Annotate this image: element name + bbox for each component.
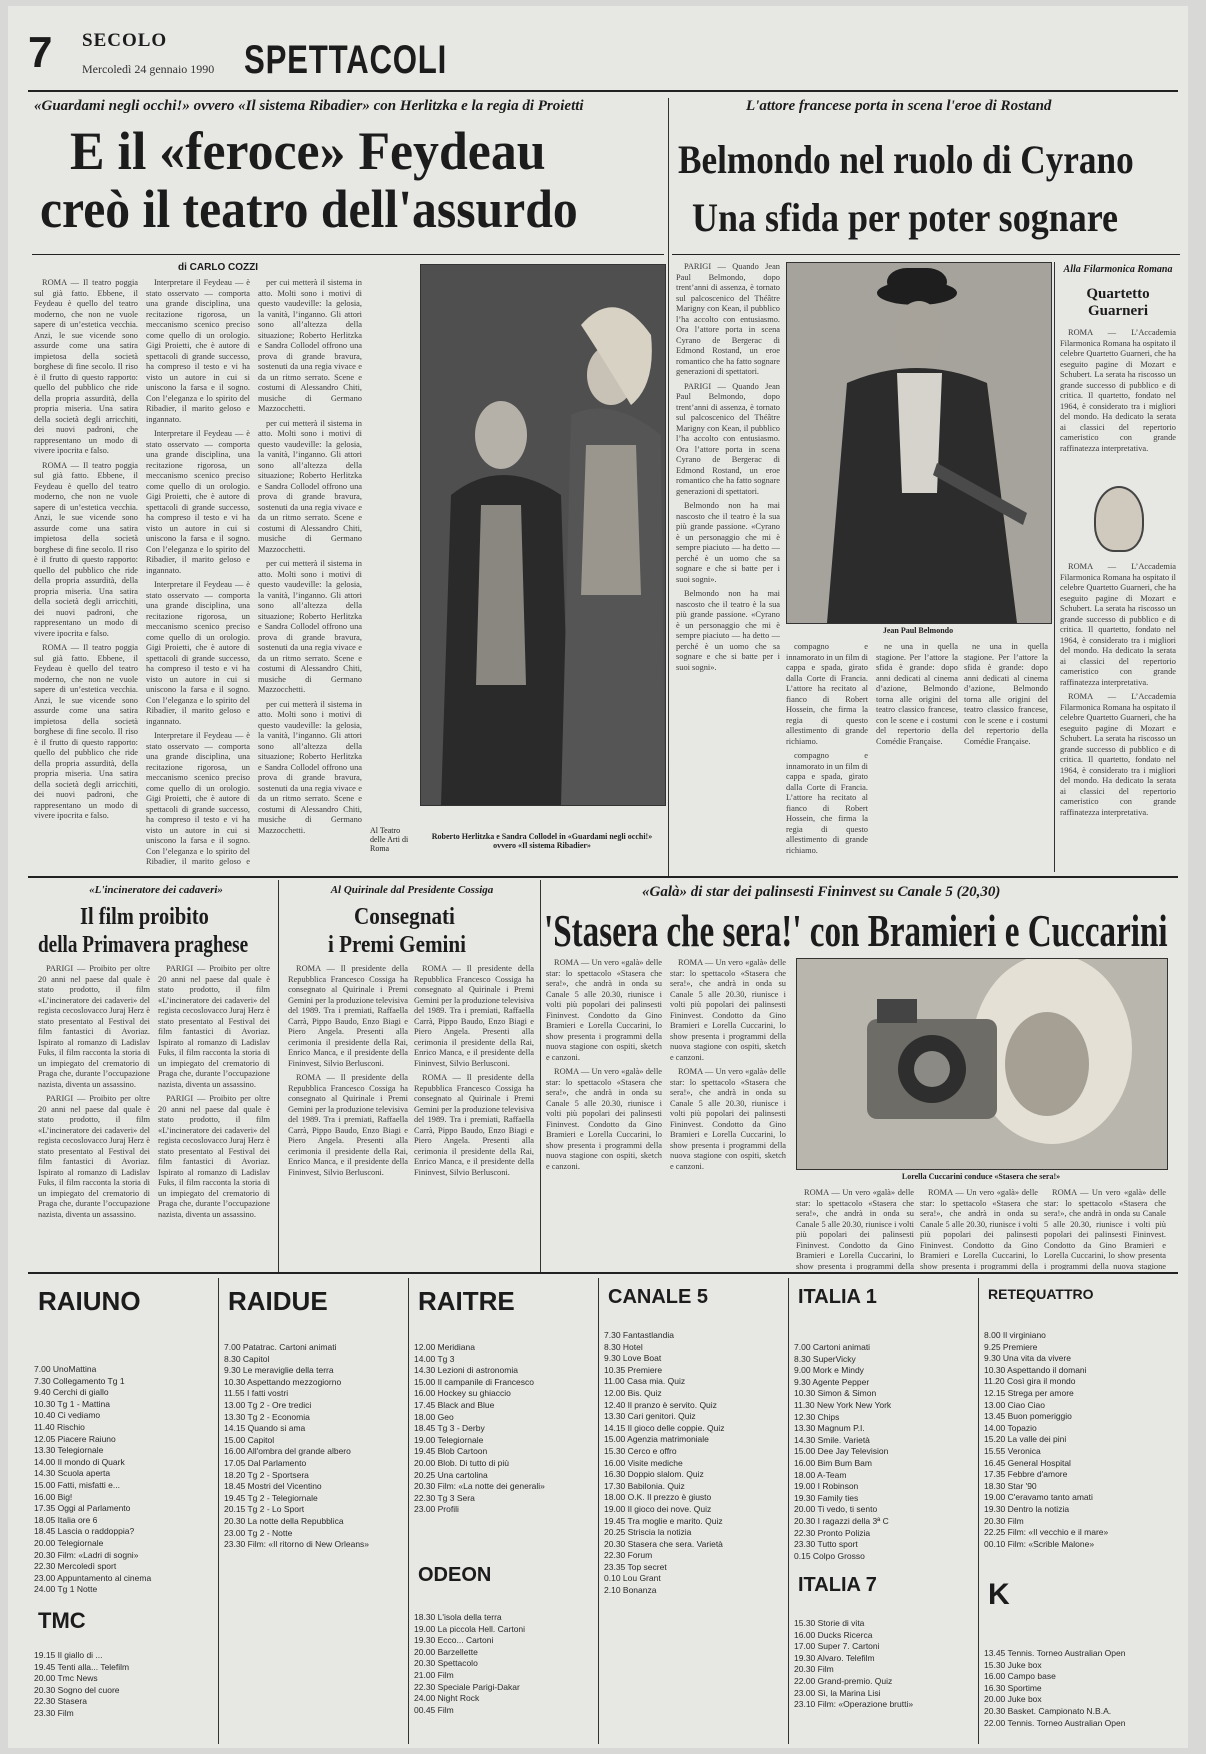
program: 20.30 Sogno del cuore — [34, 1684, 120, 1695]
program: 14.15 Il gioco delle coppie. Quiz — [604, 1422, 725, 1433]
belmondo-column-3 — [786, 642, 868, 872]
program: 7.30 Fantastlandia — [604, 1330, 674, 1340]
quartetto-kicker: Alla Filarmonica Romana — [1063, 264, 1173, 275]
belmondo-col3-text-b: compagno e innamorato in un film di cappa e spada, girato dalla Corte di Francia. L’attore ha recitato al fianco di Robert Hossein, che firma la regia di questo allestimento di grande richiamo. — [786, 751, 868, 855]
quartetto-text-2 — [1060, 562, 1176, 868]
program: 22.30 Forum — [604, 1550, 653, 1561]
film-column-2 — [158, 964, 270, 1270]
program: 16.00 All'ombra del grande albero — [224, 1446, 351, 1457]
program: 18.00 Geo — [414, 1411, 454, 1422]
program: 18.00 O.K. Il prezzo è giusto — [604, 1492, 712, 1503]
program: 17.45 Black and Blue — [414, 1399, 495, 1410]
italia1-logo: ITALIA 1 — [798, 1286, 877, 1308]
program: 16.00 Hockey su ghiaccio — [414, 1388, 511, 1399]
program: 20.30 Film — [794, 1664, 834, 1675]
program: 17.05 Dal Parlamento — [224, 1457, 307, 1468]
program: 9.30 Una vita da vivere — [984, 1353, 1071, 1364]
belmondo-column-4 — [876, 642, 958, 872]
program: 18.00 A-Team — [794, 1469, 847, 1480]
tv-divider — [598, 1278, 599, 1744]
column-divider-3 — [540, 880, 541, 1272]
tv-italia1 — [794, 1278, 974, 1748]
program: 19.00 I Robinson — [794, 1481, 859, 1492]
italia1-schedule — [794, 1342, 970, 1562]
program: 11.55 I fatti vostri — [224, 1388, 289, 1399]
program: 14.00 Il mondo di Quark — [34, 1456, 125, 1467]
tv-divider — [218, 1278, 219, 1744]
quartetto-paragraph-b: ROMA — L’Accademia Filarmonica Romana ha ospitato il celebre Quartetto Guarneri, che ha eseguito pagine di Mozart e Schubert. La serata ha riscosso un grande successo di pubblico e di critica. Il quartetto, fondato nel 1964, è considerato tra i migliori del mondo. Ha dedicato la serata ai classici del repertorio cameristico con grande raffinatezza interpretativa. — [1060, 562, 1176, 687]
belmondo-kicker: L'attore francese porta in scena l'eroe di Rostand — [746, 98, 1052, 114]
film-headline-1: Il film proibito — [80, 904, 209, 930]
program: 22.00 Tennis. Torneo Australian Open — [984, 1717, 1126, 1728]
program: 14.00 Tg 3 — [414, 1353, 455, 1364]
program: 20.30 I ragazzi della 3ª C — [794, 1515, 889, 1526]
tv-rule — [28, 1272, 1178, 1274]
feydeau-photo-note: Al Teatro delle Arti di Roma — [370, 826, 409, 853]
belmondo-col4-text: ne una in quella stagione. Per l’attore la sfida è grande: dopo anni dedicati al cinema d’azione, Belmondo torna alle origini del teatro classico francese, con le scene e i costumi del repertorio della Comédie Française. — [876, 642, 958, 746]
program: 24.00 Night Rock — [414, 1693, 480, 1704]
program: 20.30 Film — [984, 1515, 1024, 1526]
program: 23.00 Sì, la Marina Lisi — [794, 1687, 881, 1698]
paper-logo: SECOLO — [82, 30, 168, 51]
program: 10.30 Aspettando mezzogiorno — [224, 1376, 342, 1387]
mask-illustration — [1094, 486, 1144, 552]
program: 18.45 Lascia o raddoppia? — [34, 1526, 135, 1537]
canale5-logo: CANALE 5 — [608, 1286, 709, 1308]
program: 9.00 Mork e Mindy — [794, 1365, 864, 1376]
program: 12.40 Il pranzo è servito. Quiz — [604, 1399, 717, 1410]
program: 16.30 Sportime — [984, 1682, 1042, 1693]
program: 20.30 Film: «Ladri di sogni» — [34, 1549, 139, 1560]
program: 10.30 Tg 1 - Mattina — [34, 1398, 110, 1409]
program: 19.30 Dentro la notizia — [984, 1503, 1070, 1514]
program: 11.00 Casa mia. Quiz — [604, 1376, 686, 1387]
program: 20.30 Spettacolo — [414, 1658, 478, 1669]
program: 20.00 Blob. Di tutto di più — [414, 1457, 509, 1468]
program: 14.30 Scuola aperta — [34, 1468, 111, 1479]
program: 19.45 Tenti alla... Telefilm — [34, 1661, 130, 1672]
feydeau-col2-text: Interpretare il Feydeau — è stato osservato — comporta una grande disciplina, una recitazione rigorosa, un meccanismo scenico preciso come quello di un orologio. Gigi Proietti, che è autore di spettacoli di grande successo, ha compreso il testo e vi ha visto un autore in cui si uniscono la farsa e il sogno. Con l’eleganza e lo spirito del Ribadier, il marito geloso e ingannato. — [146, 278, 250, 424]
raitre-logo: RAITRE — [418, 1286, 515, 1316]
program: 12.00 Bis. Quiz — [604, 1387, 662, 1398]
program: 24.00 Tg 1 Notte — [34, 1584, 98, 1595]
tv-raidue — [224, 1278, 404, 1748]
program: 17.00 Super 7. Cartoni — [794, 1641, 880, 1652]
program: 23.30 Film — [34, 1707, 74, 1718]
odeon-schedule — [414, 1612, 590, 1716]
program: 11.30 New York New York — [794, 1399, 892, 1410]
program: 15.30 Cerco e offro — [604, 1445, 677, 1456]
program: 22.30 Stasera — [34, 1696, 87, 1707]
program: 16.00 Ducks Ricerca — [794, 1629, 873, 1640]
program: 9.40 Cerchi di giallo — [34, 1387, 109, 1398]
program: 19.30 Family ties — [794, 1492, 859, 1503]
program: 18.30 L'isola della terra — [414, 1612, 502, 1622]
program: 20.00 Barzellette — [414, 1646, 478, 1657]
program: 22.30 Tg 3 Sera — [414, 1492, 475, 1503]
stasera-column-1 — [546, 958, 662, 1270]
program: 19.00 Il gioco dei nove. Quiz — [604, 1503, 712, 1514]
program: 13.30 Telegiornale — [34, 1445, 104, 1456]
program: 13.30 Magnum P.I. — [794, 1423, 865, 1434]
program: 22.30 Speciale Parigi-Dakar — [414, 1681, 520, 1692]
quartetto-text-1 — [1060, 328, 1176, 478]
program: 20.30 La notte della Repubblica — [224, 1515, 344, 1526]
masthead-rule — [28, 90, 1178, 92]
stasera-text-e: ROMA — Un vero «galà» delle star: lo spettacolo «Stasera che sera!», che andrà in onda su Canale 5 alle 20.30, riunisce i volti più popolari dei palinsesti Fininvest. Condotto da Gino Bramieri e Lorella Cuccarini, lo show presenta i programmi della — [796, 1188, 914, 1270]
program: 17.35 Febbre d'amore — [984, 1469, 1068, 1480]
feydeau-column-2 — [146, 278, 250, 868]
belmondo-col1-text-c: Belmondo non ha mai nascosto che il teatro è la sua più grande passione. «Cyrano è un personaggio che mi è sempre piaciuto — ha detto — perché è un uomo che sa sognare e che si batte per i suoi sogni». — [676, 501, 780, 584]
program: 14.30 Smile. Varietà — [794, 1434, 870, 1445]
program: 17.30 Babilonia. Quiz — [604, 1480, 685, 1491]
tv-retequattro — [984, 1278, 1180, 1748]
gemini-column-2 — [414, 964, 534, 1270]
program: 15.00 Fatti, misfatti e... — [34, 1479, 120, 1490]
belmondo-col1-text-b: PARIGI — Quando Jean Paul Belmondo, dopo trent’anni di assenza, è tornato sul palcoscenico del Théâtre Marigny con Kean, il pubblico l’ha accolto con entusiasmo. Ora l’attore porta in scena Cyrano de Bergerac di Edmond Rostand, un eroe romantico che ha fatto sognare generazioni di spettatori. — [676, 381, 780, 496]
program: 23.30 Tutto sport — [794, 1539, 858, 1550]
program: 20.00 Tmc News — [34, 1673, 98, 1684]
program: 19.00 Telegiornale — [414, 1434, 484, 1445]
tv-raitre — [414, 1278, 594, 1748]
program: 11.40 Rischio — [34, 1421, 85, 1432]
raitre-schedule — [414, 1342, 590, 1516]
program: 13.45 Buon pomeriggio — [984, 1411, 1072, 1422]
feydeau-col1-text-c: ROMA — Il teatro poggia sul già fatto. Ebbene, il Feydeau è quello del teatro moderno, che non ne vuole sapere di un’estetica vecchia. Anzi, le sue vicende sono assurde come una satira impietosa della società borghese di fine secolo. Il riso è il frutto di questo rapporto: quello del pubblico che ride della propria assurdità, della propria miseria. Una satira della società degli arricchiti, dei nuovi padroni, che rappresentano un modo di vivere ipocrita e falso. — [34, 643, 138, 820]
gemini-text: ROMA — Il presidente della Repubblica Francesco Cossiga ha consegnato al Quirinale i Premi Gemini per la produzione televisiva del 1989. Tra i premiati, Raffaella Carrà, Pippo Baudo, Enzo Biagi e Piero Angela. Presenti alla cerimonia il presidente della Rai, Enrico Manca, e il presidente della Fininvest, Silvio Berlusconi. — [288, 964, 408, 1068]
retequattro-logo: RETEQUATTRO — [988, 1286, 1094, 1302]
program: 17.35 Oggi al Parlamento — [34, 1503, 131, 1514]
program: 20.00 Telegiornale — [34, 1537, 104, 1548]
program: 20.15 Tg 2 - Lo Sport — [224, 1504, 305, 1515]
program: 11.20 Così gira il mondo — [984, 1376, 1076, 1387]
raiuno-schedule — [34, 1364, 210, 1596]
program: 18.45 Tg 3 - Derby — [414, 1423, 485, 1434]
stasera-column-2 — [670, 958, 786, 1270]
program: 7.00 UnoMattina — [34, 1364, 97, 1374]
program: 8.30 Capitol — [224, 1353, 270, 1364]
page-number: 7 — [28, 28, 53, 77]
program: 8.00 Il virginiano — [984, 1330, 1046, 1340]
program: 16.00 Big! — [34, 1491, 73, 1502]
program: 14.15 Quando si ama — [224, 1423, 306, 1434]
gemini-kicker: Al Quirinale dal Presidente Cossiga — [330, 884, 494, 896]
program: 19.30 Ecco... Cartoni — [414, 1635, 494, 1646]
gemini-column-1 — [288, 964, 408, 1270]
film-column-1 — [38, 964, 150, 1270]
tmc-schedule — [34, 1650, 210, 1720]
program: 23.10 Film: «Operazione brutti» — [794, 1699, 914, 1710]
feydeau-kicker: «Guardami negli occhi!» ovvero «Il sistema Ribadier» con Herlitzka e la regia di Proietti — [34, 98, 584, 114]
tv-divider — [978, 1278, 979, 1744]
stasera-text-d: ROMA — Un vero «galà» delle star: lo spettacolo «Stasera che sera!», che andrà in onda su Canale 5 alle 20.30, riunisce i volti più popolari dei palinsesti Fininvest. Condotto da Gino Bramieri e Lorella Cuccarini, lo show presenta i programmi della nuova stagione con ospiti, sketch e canzoni. — [670, 1067, 786, 1171]
program: 00.10 Film: «Scrible Malone» — [984, 1538, 1095, 1549]
program: 16.00 Visite mediche — [604, 1457, 683, 1468]
belmondo-photo-caption: Jean Paul Belmondo — [882, 626, 954, 635]
k-schedule — [984, 1648, 1174, 1729]
program: 8.30 Hotel — [604, 1341, 643, 1352]
feydeau-col2-text-d: Interpretare il Feydeau — è stato osservato — comporta una grande disciplina, una recitazione rigorosa, un meccanismo scenico preciso come quello di un orologio. Gigi Proietti, che è autore di spettacoli di grande successo, ha compreso il testo e vi ha visto un autore in cui si uniscono la farsa e il sogno. Con l’eleganza e lo spirito del Ribadier, il marito geloso e — [146, 731, 250, 866]
program: 13.00 Ciao Ciao — [984, 1399, 1045, 1410]
newspaper-page — [8, 6, 1188, 1748]
tv-canale5 — [604, 1278, 784, 1748]
program: 23.00 Profili — [414, 1504, 459, 1515]
program: 0.15 Colpo Grosso — [794, 1550, 865, 1561]
stasera-text-f: ROMA — Un vero «galà» delle star: lo spettacolo «Stasera che sera!», che andrà in onda su Canale 5 alle 20.30, riunisce i volti più popolari dei palinsesti Fininvest. Condotto da Gino Bramieri e Lorella Cuccarini, lo show presenta i programmi della — [920, 1188, 1038, 1270]
italia7-logo: ITALIA 7 — [798, 1574, 877, 1596]
program: 0.10 Lou Grant — [604, 1573, 661, 1584]
program: 18.45 Mostri del Vicentino — [224, 1481, 322, 1492]
gemini-text-b: ROMA — Il presidente della Repubblica Francesco Cossiga ha consegnato al Quirinale i Premi Gemini per la produzione televisiva del 1989. Tra i premiati, Raffaella Carrà, Pippo Baudo, Enzo Biagi e Piero Angela. Presenti alla cerimonia il presidente della Rai, Enrico Manca, e il presidente della Fininvest, Silvio Berlusconi. — [288, 1073, 408, 1177]
feydeau-col3-text-c: per cui metterà il sistema in atto. Molti sono i motivi di questo vaudeville: la gelosia, la vanità, l’inganno. Gli attori sono all’altezza della situazione; Roberto Herlitzka e Sandra Collodel offrono una prova di grande bravura, sostenuti da una regia vivace e da un ritmo serrato. Scene e costumi di Alessandro Chiti, musiche di Germano Mazzocchetti. — [258, 559, 362, 694]
program: 19.45 Blob Cartoon — [414, 1446, 488, 1457]
stasera-text: ROMA — Un vero «galà» delle star: lo spettacolo «Stasera che sera!», che andrà in onda su Canale 5 alle 20.30, riunisce i volti più popolari dei palinsesti Fininvest. Condotto da Gino Bramieri e Lorella Cuccarini, lo show presenta i programmi della nuova stagione con ospiti, sketch e canzoni. — [546, 958, 662, 1062]
program: 16.00 Bim Bum Bam — [794, 1457, 872, 1468]
raidue-schedule — [224, 1342, 400, 1551]
program: 15.00 Dee Jay Television — [794, 1446, 889, 1457]
belmondo-col1-text-d: Belmondo non ha mai nascosto che il teatro è la sua più grande passione. «Cyrano è un personaggio che mi è sempre piaciuto — ha detto — perché è un uomo che sa sognare e che si batte per i suoi sogni». — [676, 589, 780, 672]
belmondo-rule — [672, 254, 1180, 255]
program: 12.15 Strega per amore — [984, 1387, 1074, 1398]
program: 19.00 La piccola Hell. Cartoni — [414, 1623, 526, 1634]
film-text-b: PARIGI — Proibito per oltre 20 anni nel paese dal quale è stato prodotto, il film «L’incineratore dei cadaveri» del regista cecoslovacco Juraj Herz è stato presentato al Festival dei film fantastici di Avoriaz. Ispirato al romanzo di Ladislav Fuks, il film racconta la storia di un impiegato del crematorio di Praga che, durante l’occupazione nazista, diventa un assassino. — [38, 1094, 150, 1219]
feydeau-col3-text-b: per cui metterà il sistema in atto. Molti sono i motivi di questo vaudeville: la gelosia, la vanità, l’inganno. Gli attori sono all’altezza della situazione; Roberto Herlitzka e Sandra Collodel offrono una prova di grande bravura, sostenuti da una regia vivace e da un ritmo serrato. Scene e costumi di Alessandro Chiti, musiche di Germano Mazzocchetti. — [258, 418, 362, 554]
program: 20.30 Stasera che sera. Varietà — [604, 1538, 723, 1549]
film-headline-2: della Primavera praghese — [38, 932, 249, 958]
box-divider — [1054, 262, 1055, 872]
feydeau-photo-caption: Roberto Herlitzka e Sandra Collodel in «Guardami negli occhi!» ovvero «Il sistema Ribadier» — [431, 832, 653, 850]
gemini-text-c: ROMA — Il presidente della Repubblica Francesco Cossiga ha consegnato al Quirinale i Premi Gemini per la produzione televisiva del 1989. Tra i premiati, Raffaella Carrà, Pippo Baudo, Enzo Biagi e Piero Angela. Presenti alla cerimonia il presidente della Rai, Enrico Manca, e il presidente della Fininvest, Silvio Berlusconi. — [414, 964, 534, 1068]
k-logo: K — [988, 1578, 1010, 1611]
program: 19.45 Tg 2 - Telegiornale — [224, 1492, 318, 1503]
program: 2.10 Bonanza — [604, 1585, 657, 1596]
belmondo-col5-text: ne una in quella stagione. Per l’attore la sfida è grande: dopo anni dedicati al cinema d’azione, Belmondo torna alle origini del teatro classico francese, con le scene e i costumi del repertorio della Comédie Française. — [964, 642, 1048, 746]
program: 9.30 Agente Pepper — [794, 1376, 870, 1387]
feydeau-byline: di CARLO COZZI — [178, 262, 258, 273]
program: 10.30 Aspettando il domani — [984, 1364, 1087, 1375]
program: 10.35 Premiere — [604, 1364, 663, 1375]
program: 7.30 Collegamento Tg 1 — [34, 1375, 125, 1386]
stasera-kicker: «Galà» di star dei palinsesti Fininvest su Canale 5 (20,30) — [642, 884, 1001, 900]
tmc-logo: TMC — [38, 1608, 86, 1633]
program: 15.55 Veronica — [984, 1445, 1041, 1456]
program: 18.20 Tg 2 - Sportsera — [224, 1469, 309, 1480]
stasera-text-c: ROMA — Un vero «galà» delle star: lo spettacolo «Stasera che sera!», che andrà in onda su Canale 5 alle 20.30, riunisce i volti più popolari dei palinsesti Fininvest. Condotto da Gino Bramieri e Lorella Cuccarini, lo show presenta i programmi della nuova stagione con ospiti, sketch e canzoni. — [670, 958, 786, 1062]
program: 13.30 Tg 2 - Economia — [224, 1411, 310, 1422]
belmondo-column-1 — [676, 262, 780, 870]
program: 15.00 Capitol — [224, 1434, 275, 1445]
program: 15.20 La valle dei pini — [984, 1434, 1067, 1445]
feydeau-column-3 — [258, 278, 362, 868]
program: 22.25 Film: «Il vecchio e il mare» — [984, 1527, 1109, 1538]
film-text-d: PARIGI — Proibito per oltre 20 anni nel paese dal quale è stato prodotto, il film «L’incineratore dei cadaveri» del regista cecoslovacco Juraj Herz è stato presentato al Festival dei film fantastici di Avoriaz. Ispirato al romanzo di Ladislav Fuks, il film racconta la storia di un impiegato del crematorio di Praga che, durante l’occupazione nazista, diventa un assassino. — [158, 1094, 270, 1219]
belmondo-headline-1: Belmondo nel ruolo di Cyrano — [678, 137, 1134, 182]
program: 22.30 Mercoledì sport — [34, 1561, 117, 1572]
program: 16.45 General Hospital — [984, 1457, 1071, 1468]
program: 15.00 Agenzia matrimoniale — [604, 1434, 709, 1445]
program: 9.25 Premiere — [984, 1341, 1038, 1352]
program: 14.00 Topazio — [984, 1422, 1037, 1433]
program: 18.30 Star '90 — [984, 1480, 1037, 1491]
feydeau-col2-text-b: Interpretare il Feydeau — è stato osservato — comporta una grande disciplina, una recitazione rigorosa, un meccanismo scenico preciso come quello di un orologio. Gigi Proietti, che è autore di spettacoli di grande successo, ha compreso il testo e vi ha visto un autore in cui si uniscono la farsa e il sogno. Con l’eleganza e lo spirito del Ribadier, il marito geloso e ingannato. — [146, 429, 250, 575]
tv-divider — [408, 1278, 409, 1744]
program: 10.40 Ci vediamo — [34, 1410, 101, 1421]
belmondo-col1-text: PARIGI — Quando Jean Paul Belmondo, dopo trent’anni di assenza, è tornato sul palcoscenico del Théâtre Marigny con Kean, il pubblico l’ha accolto con entusiasmo. Ora l’attore porta in scena Cyrano de Bergerac di Edmond Rostand, un eroe romantico che ha fatto sognare generazioni di spettatori. — [676, 262, 780, 376]
program: 16.00 Campo base — [984, 1671, 1056, 1682]
feydeau-rule — [32, 254, 664, 255]
column-divider-2 — [278, 880, 279, 1272]
feydeau-col3-text: per cui metterà il sistema in atto. Molti sono i motivi di questo vaudeville: la gelosia, la vanità, l’inganno. Gli attori sono all’altezza della situazione; Roberto Herlitzka e Sandra Collodel offrono una prova di grande bravura, sostenuti da una regia vivace e da un ritmo serrato. Scene e costumi di Alessandro Chiti, musiche di Germano Mazzocchetti. — [258, 278, 362, 413]
program: 22.00 Grand-premio. Quiz — [794, 1675, 893, 1686]
issue-date: Mercoledì 24 gennaio 1990 — [82, 62, 215, 76]
program: 9.30 Le meraviglie della terra — [224, 1365, 334, 1376]
program: 23.35 Top secret — [604, 1561, 667, 1572]
tv-raiuno — [34, 1278, 214, 1748]
program: 15.00 Il campanile di Francesco — [414, 1376, 535, 1387]
program: 21.00 Film — [414, 1669, 454, 1680]
program: 20.25 Striscia la notizia — [604, 1527, 692, 1538]
quartetto-paragraph: ROMA — L’Accademia Filarmonica Romana ha ospitato il celebre Quartetto Guarneri, che ha eseguito pagine di Mozart e Schubert. La serata ha riscosso un grande successo di pubblico e di critica. Il quartetto, fondato nel 1964, è considerato tra i migliori del mondo. Ha dedicato la serata ai classici del repertorio cameristico con grande raffinatezza interpretativa. — [1060, 328, 1176, 453]
program: 23.30 Film: «Il ritorno di New Orleans» — [224, 1539, 370, 1550]
section-title: SPETTACOLI — [244, 38, 448, 82]
feydeau-col3-text-d: per cui metterà il sistema in atto. Molti sono i motivi di questo vaudeville: la gelosia, la vanità, l’inganno. Gli attori sono all’altezza della situazione; Roberto Herlitzka e Sandra Collodel offrono una prova di grande bravura, sostenuti da una regia vivace e da un ritmo serrato. Scene e costumi di Alessandro Chiti, musiche di Germano Mazzocchetti. — [258, 699, 362, 835]
stasera-column-3 — [796, 1188, 914, 1270]
program: 20.00 Juke box — [984, 1694, 1042, 1705]
italia7-schedule — [794, 1618, 970, 1711]
feydeau-headline-1: E il «feroce» Feydeau — [70, 121, 546, 181]
program: 19.00 C'eravamo tanto amati — [984, 1492, 1093, 1503]
feydeau-photo — [420, 264, 666, 806]
film-text-c: PARIGI — Proibito per oltre 20 anni nel paese dal quale è stato prodotto, il film «L’incineratore dei cadaveri» del regista cecoslovacco Juraj Herz è stato presentato al Festival dei film fantastici di Avoriaz. Ispirato al romanzo di Ladislav Fuks, il film racconta la storia di un impiegato del crematorio di Praga che, durante l’occupazione nazista, diventa un assassino. — [158, 964, 270, 1089]
program: 9.30 Love Boat — [604, 1353, 662, 1364]
program: 15.30 Juke box — [984, 1659, 1042, 1670]
quartetto-headline: Quartetto Guarneri — [1086, 286, 1150, 319]
program: 19.15 Il giallo di ... — [34, 1650, 103, 1660]
gemini-headline-2: i Premi Gemini — [328, 932, 467, 958]
feydeau-col1-text: ROMA — Il teatro poggia sul già fatto. Ebbene, il Feydeau è quello del teatro moderno, che non ne vuole sapere di un’estetica vecchia. Anzi, le sue vicende sono assurde come una satira impietosa della società borghese di fine secolo. Il riso è il frutto di questo rapporto: quello del pubblico che ride della propria assurdità, della propria miseria. Una satira della società degli arricchiti, dei nuovi padroni, che rappresentano un modo di vivere ipocrita e falso. — [34, 278, 138, 455]
stasera-photo — [796, 958, 1168, 1170]
program: 20.00 Ti vedo, ti sento — [794, 1504, 878, 1515]
column-divider — [668, 98, 669, 878]
belmondo-column-5 — [964, 642, 1048, 872]
program: 12.05 Piacere Raiuno — [34, 1433, 116, 1444]
program: 16.30 Doppio slalom. Quiz — [604, 1469, 704, 1480]
tv-divider — [788, 1278, 789, 1744]
program: 20.30 Film: «La notte dei generali» — [414, 1481, 545, 1492]
program: 12.30 Chips — [794, 1411, 840, 1422]
program: 23.00 Appuntamento al cinema — [34, 1572, 152, 1583]
program: 22.30 Pronto Polizia — [794, 1527, 871, 1538]
program: 7.00 Patatrac. Cartoni animati — [224, 1342, 337, 1352]
belmondo-photo — [786, 262, 1052, 624]
program: 19.30 Alvaro. Telefilm — [794, 1652, 875, 1663]
program: 20.25 Una cartolina — [414, 1469, 488, 1480]
odeon-logo: ODEON — [418, 1564, 492, 1586]
retequattro-schedule — [984, 1330, 1174, 1550]
canale5-schedule — [604, 1330, 780, 1597]
feydeau-col1-text-b: ROMA — Il teatro poggia sul già fatto. Ebbene, il Feydeau è quello del teatro moderno, che non ne vuole sapere di un’estetica vecchia. Anzi, le sue vicende sono assurde come una satira impietosa della società borghese di fine secolo. Il riso è il frutto di questo rapporto: quello del pubblico che ride della propria assurdità, della propria miseria. Una satira della società degli arricchiti, dei nuovi padroni, che rappresentano un modo di vivere ipocrita e falso. — [34, 460, 138, 638]
stasera-text-b: ROMA — Un vero «galà» delle star: lo spettacolo «Stasera che sera!», che andrà in onda su Canale 5 alle 20.30, riunisce i volti più popolari dei palinsesti Fininvest. Condotto da Gino Bramieri e Lorella Cuccarini, lo show presenta i programmi della nuova stagione con ospiti, sketch e canzoni. — [546, 1067, 662, 1171]
stasera-column-5 — [1044, 1188, 1166, 1270]
film-kicker: «L'incineratore dei cadaveri» — [89, 884, 223, 896]
program: 15.30 Storie di vita — [794, 1618, 865, 1628]
program: 8.30 SuperVicky — [794, 1353, 856, 1364]
quartetto-paragraph-c: ROMA — L’Accademia Filarmonica Romana ha ospitato il celebre Quartetto Guarneri, che ha eseguito pagine di Mozart e Schubert. La serata ha riscosso un grande successo di pubblico e di critica. Il quartetto, fondato nel 1964, è considerato tra i migliori del mondo. Ha dedicato la serata ai classici del repertorio cameristico con grande raffinatezza interpretativa. — [1060, 692, 1176, 817]
stasera-column-4 — [920, 1188, 1038, 1270]
program: 7.00 Cartoni animati — [794, 1342, 871, 1352]
raidue-logo: RAIDUE — [228, 1286, 328, 1316]
mid-rule — [28, 876, 1178, 878]
program: 20.30 Basket. Campionato N.B.A. — [984, 1705, 1112, 1716]
stasera-text-g: ROMA — Un vero «galà» delle star: lo spettacolo «Stasera che sera!», che andrà in onda su Canale 5 alle 20.30, riunisce i volti più popolari dei palinsesti Fininvest. Condotto da Gino Bramieri e Lorella Cuccarini, lo show presenta i programmi della nuova stagione — [1044, 1188, 1166, 1270]
program: 13.45 Tennis. Torneo Australian Open — [984, 1648, 1126, 1658]
program: 18.05 Italia ore 6 — [34, 1514, 98, 1525]
feydeau-col2-text-c: Interpretare il Feydeau — è stato osservato — comporta una grande disciplina, una recitazione rigorosa, un meccanismo scenico preciso come quello di un orologio. Gigi Proietti, che è autore di spettacoli di grande successo, ha compreso il testo e vi ha visto un autore in cui si uniscono la farsa e il sogno. Con l’eleganza e lo spirito del Ribadier, il marito geloso e ingannato. — [146, 580, 250, 726]
program: 10.30 Simon & Simon — [794, 1388, 877, 1399]
program: 19.45 Tra moglie e marito. Quiz — [604, 1515, 723, 1526]
belmondo-headline-2: Una sfida per poter sognare — [692, 195, 1119, 240]
gemini-headline-1: Consegnati — [354, 904, 455, 930]
stasera-headline: 'Stasera che sera!' con Bramieri e Cuccarini — [544, 905, 1168, 956]
gemini-text-d: ROMA — Il presidente della Repubblica Francesco Cossiga ha consegnato al Quirinale i Premi Gemini per la produzione televisiva del 1989. Tra i premiati, Raffaella Carrà, Pippo Baudo, Enzo Biagi e Piero Angela. Presenti alla cerimonia il presidente della Rai, Enrico Manca, e il presidente della Fininvest, Silvio Berlusconi. — [414, 1073, 534, 1177]
feydeau-column-1 — [34, 278, 138, 868]
program: 00.45 Film — [414, 1704, 454, 1715]
feydeau-headline-2: creò il teatro dell'assurdo — [40, 179, 578, 239]
program: 13.30 Cari genitori. Quiz — [604, 1411, 696, 1422]
program: 23.00 Tg 2 - Notte — [224, 1527, 293, 1538]
raiuno-logo: RAIUNO — [38, 1286, 141, 1316]
film-text: PARIGI — Proibito per oltre 20 anni nel paese dal quale è stato prodotto, il film «L’incineratore dei cadaveri» del regista cecoslovacco Juraj Herz è stato presentato al Festival dei film fantastici di Avoriaz. Ispirato al romanzo di Ladislav Fuks, il film racconta la storia di un impiegato del crematorio di Praga che, durante l’occupazione nazista, diventa un assassino. — [38, 964, 150, 1089]
stasera-photo-caption: Lorella Cuccarini conduce «Stasera che sera!» — [901, 1172, 1061, 1181]
program: 13.00 Tg 2 - Ore tredici — [224, 1399, 312, 1410]
belmondo-col3-text: compagno e innamorato in un film di cappa e spada, girato dalla Corte di Francia. L’attore ha recitato al fianco di Robert Hossein, che firma la regia di questo allestimento di grande richiamo. — [786, 642, 868, 746]
program: 14.30 Lezioni di astronomia — [414, 1365, 518, 1376]
program: 12.00 Meridiana — [414, 1342, 475, 1352]
